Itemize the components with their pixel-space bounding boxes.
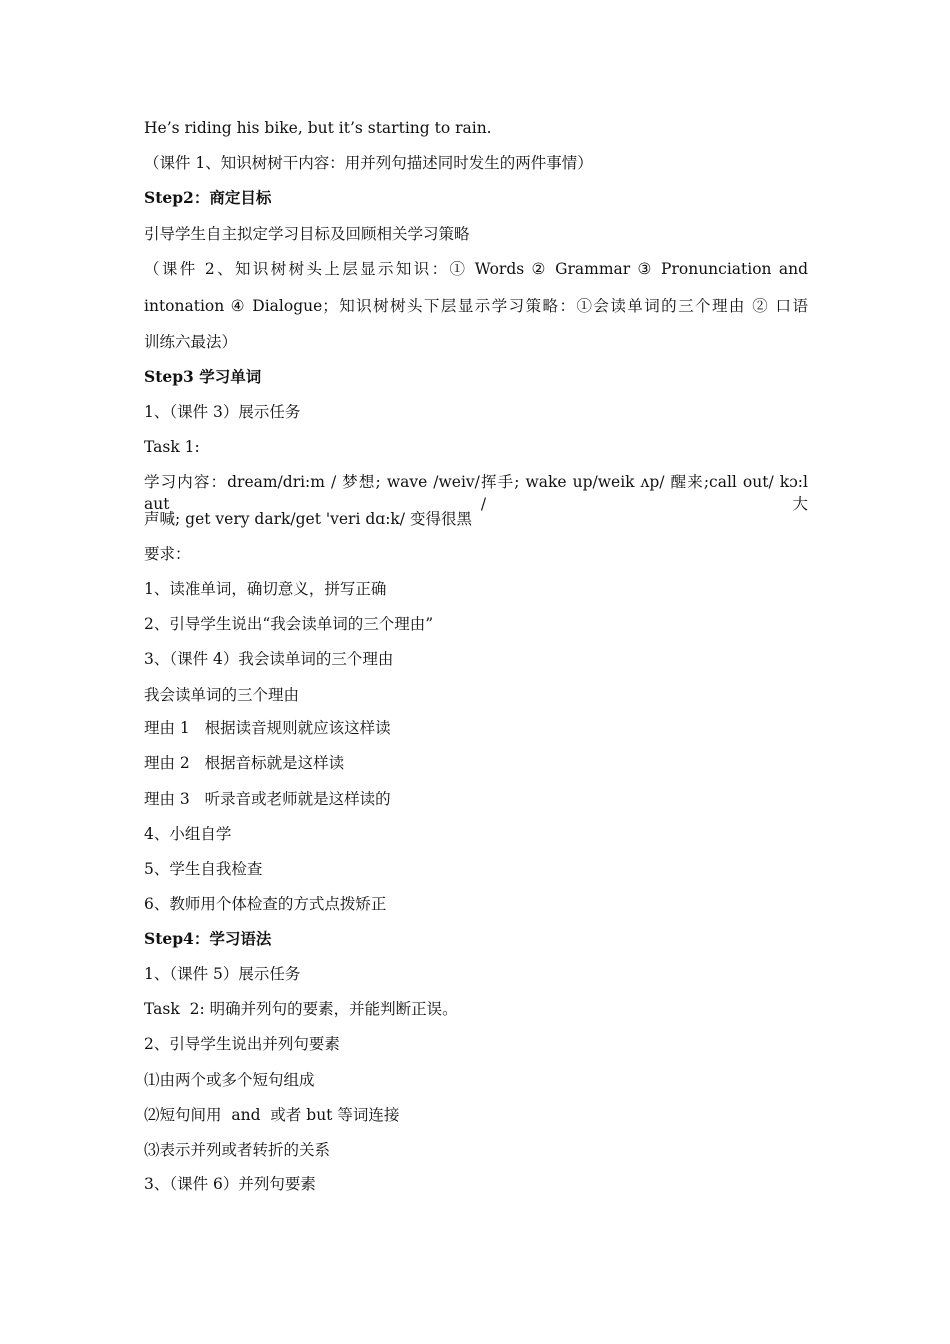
list-item: 3、（课件 6）并列句要素 bbox=[144, 1175, 316, 1193]
list-item: 4、小组自学 bbox=[144, 825, 232, 843]
text-line: （课件 2、知识树树头上层显示知识：① Words ② Grammar ③ Pronunciation and bbox=[144, 260, 808, 278]
text-line: intonation ④ Dialogue；知识树树头下层显示学习策略：①会读单词的三个理由 ② 口语 bbox=[144, 297, 808, 315]
text-line: 1、（课件 3）展示任务 bbox=[144, 403, 301, 421]
text-line: 声喊; get very dark/get 'veri dɑ:k/ 变得很黑 bbox=[144, 510, 472, 528]
text-line: 引导学生自主拟定学习目标及回顾相关学习策略 bbox=[144, 225, 470, 243]
list-item: 6、教师用个体检查的方式点拨矫正 bbox=[144, 895, 387, 913]
text-line: Task 2: 明确并列句的要素，并能判断正误。 bbox=[144, 1000, 458, 1018]
text-line: 学习内容：dream/dri:m / 梦想; wave /weiv/挥手; wake up/weik ʌp/ 醒来;call out/ kɔ:l aut /大 bbox=[144, 473, 808, 513]
list-item: 3、（课件 4）我会读单词的三个理由 bbox=[144, 650, 394, 668]
list-item: ⑶表示并列或者转折的关系 bbox=[144, 1141, 331, 1159]
text-line: 我会读单词的三个理由 bbox=[144, 686, 300, 704]
text-line: 要求： bbox=[144, 545, 191, 563]
text-line: He’s riding his bike, but it’s starting to rain. bbox=[144, 119, 492, 137]
section-heading: Step2：商定目标 bbox=[144, 188, 272, 207]
list-item: 2、引导学生说出“我会读单词的三个理由” bbox=[144, 615, 434, 633]
list-item: 1、（课件 5）展示任务 bbox=[144, 965, 301, 983]
text-line: Task 1: bbox=[144, 438, 200, 456]
list-item: 理由 2 根据音标就是这样读 bbox=[144, 754, 345, 772]
list-item: 理由 1 根据读音规则就应该这样读 bbox=[144, 719, 391, 737]
text-line: 训练六最法） bbox=[144, 333, 238, 351]
list-item: 1、读准单词，确切意义，拼写正确 bbox=[144, 580, 387, 598]
list-item: 2、引导学生说出并列句要素 bbox=[144, 1035, 340, 1053]
list-item: ⑵短句间用 and 或者 but 等词连接 bbox=[144, 1106, 400, 1124]
section-heading: Step4：学习语法 bbox=[144, 929, 272, 948]
list-item: 理由 3 听录音或老师就是这样读的 bbox=[144, 790, 391, 808]
text-line: （课件 1、知识树树干内容：用并列句描述同时发生的两件事情） bbox=[144, 154, 593, 172]
list-item: 5、学生自我检查 bbox=[144, 860, 263, 878]
section-heading: Step3 学习单词 bbox=[144, 367, 262, 386]
list-item: ⑴由两个或多个短句组成 bbox=[144, 1071, 315, 1089]
